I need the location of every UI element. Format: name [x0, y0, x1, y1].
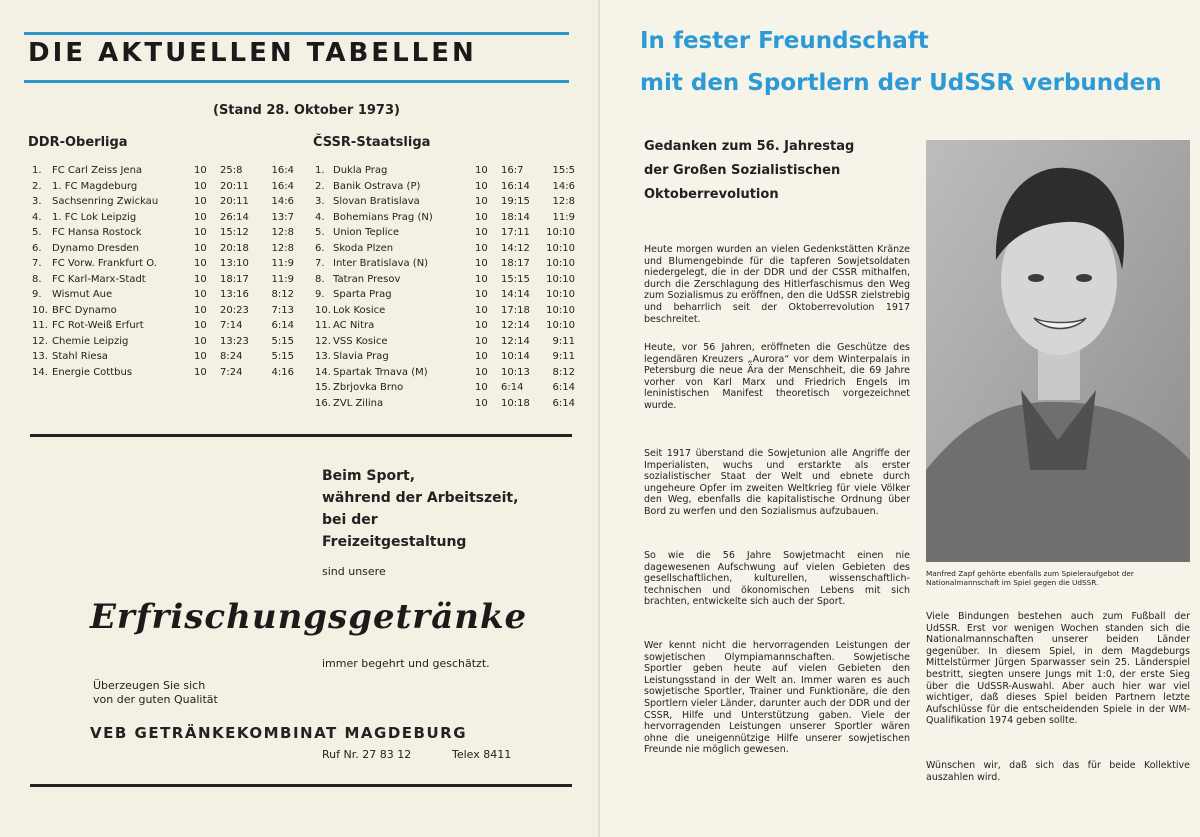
cssr-rank: 1. — [315, 165, 325, 176]
ddr-team-name: FC Vorw. Frankfurt O. — [52, 258, 157, 269]
cssr-team-name: Tatran Presov — [333, 273, 401, 285]
article-subtitle-2: der Großen Sozialistischen — [644, 163, 841, 178]
ddr-points: 6:14 — [271, 320, 294, 331]
cssr-team-name: VSS Kosice — [333, 335, 388, 347]
cssr-row — [315, 349, 575, 365]
cssr-games-played: 10 — [475, 273, 488, 285]
cssr-points: 8:12 — [552, 366, 575, 378]
cssr-games-played: 10 — [475, 211, 488, 223]
cssr-points: 9:11 — [552, 351, 575, 362]
ddr-points: 11:9 — [271, 258, 294, 269]
ddr-goal-ratio: 7:14 — [220, 320, 243, 331]
cssr-points: 14:6 — [552, 180, 575, 192]
cssr-points: 15:5 — [552, 165, 575, 176]
cssr-rank: 15. — [315, 382, 331, 393]
cssr-row — [315, 163, 575, 179]
article-subtitle-3: Oktoberrevolution — [644, 187, 779, 202]
cssr-goal-ratio: 15:15 — [501, 273, 530, 285]
cssr-goal-ratio: 16:14 — [501, 180, 530, 192]
ddr-games-played: 10 — [194, 351, 207, 362]
article-title-line-2: mit den Sportlern der UdSSR verbunden — [640, 70, 1162, 96]
ddr-rank: 9. — [32, 289, 42, 300]
cssr-team-name: Union Teplice — [333, 227, 400, 238]
cssr-team-name: Spartak Trnava (M) — [333, 366, 428, 378]
cssr-row — [315, 396, 575, 412]
article-paragraph-5: Wer kennt nicht die hervorragenden Leistungen der sowjetischen Olympiamannschaften. Sowjetische Sportler geben heute auf vielen Gebieten den Leistungsstand in der Welt an. Immer waren es auch sowjetische Sportler, Trainer und Funktionäre, die den Sportlern vieler Länder, darunter auch der DDR und der CSSR, Hilfe und Unterstützung gaben. Viele der hervorragenden Leistungen unserer Sportler wären ohne die uneigennützige Hilfe unserer sowjetischen Freunde nie möglich gewesen. — [644, 640, 910, 756]
ddr-row — [32, 179, 294, 195]
cssr-rank: 4. — [315, 211, 325, 223]
cssr-points: 10:10 — [546, 242, 575, 254]
cssr-team-name: Lok Kosice — [333, 304, 386, 316]
ddr-rank: 14. — [32, 366, 48, 378]
ddr-team-name: Energie Cottbus — [52, 366, 133, 378]
cssr-games-played: 10 — [475, 304, 488, 316]
cssr-points: 12:8 — [552, 196, 575, 207]
ddr-rank: 4. — [32, 211, 42, 223]
ddr-team-name: Dynamo Dresden — [52, 242, 139, 254]
ddr-games-played: 10 — [194, 196, 207, 207]
right-page — [600, 0, 1200, 837]
ddr-points: 4:16 — [271, 366, 294, 378]
ddr-goal-ratio: 18:17 — [220, 273, 249, 285]
ddr-row — [32, 365, 294, 381]
cssr-team-name: Skoda Plzen — [333, 242, 394, 254]
cssr-games-played: 10 — [475, 366, 488, 378]
ad-small-2: von der guten Qualität — [93, 693, 218, 706]
ad-top-border — [30, 434, 572, 437]
cssr-team-name: Inter Bratislava (N) — [333, 258, 429, 269]
ddr-points: 14:6 — [271, 196, 294, 207]
ddr-games-played: 10 — [194, 211, 207, 223]
cssr-team-name: Zbrjovka Brno — [333, 382, 404, 393]
article-subtitle-1: Gedanken zum 56. Jahrestag — [644, 139, 855, 154]
ad-line-4: Freizeitgestaltung — [322, 534, 467, 550]
cssr-points: 10:10 — [546, 273, 575, 285]
ddr-goal-ratio: 15:12 — [220, 227, 249, 238]
ddr-goal-ratio: 13:10 — [220, 258, 249, 269]
cssr-goal-ratio: 10:14 — [501, 351, 530, 362]
cssr-games-played: 10 — [475, 320, 488, 331]
cssr-team-name: Sparta Prag — [333, 289, 392, 300]
cssr-rank: 12. — [315, 335, 331, 347]
cssr-row — [315, 365, 575, 381]
ddr-team-name: BFC Dynamo — [52, 304, 117, 316]
cssr-rank: 13. — [315, 351, 331, 362]
ddr-team-name: FC Rot-Weiß Erfurt — [52, 320, 144, 331]
cssr-games-played: 10 — [475, 258, 488, 269]
cssr-standings-table — [315, 163, 575, 411]
cssr-row — [315, 179, 575, 195]
title-rule-top — [24, 32, 569, 35]
ddr-row — [32, 194, 294, 210]
ddr-goal-ratio: 7:24 — [220, 366, 243, 378]
ddr-games-played: 10 — [194, 180, 207, 192]
ddr-games-played: 10 — [194, 366, 207, 378]
cssr-row — [315, 318, 575, 334]
cssr-rank: 3. — [315, 196, 325, 207]
ddr-rank: 1. — [32, 165, 42, 176]
ddr-goal-ratio: 20:18 — [220, 242, 249, 254]
player-portrait-illustration — [926, 140, 1190, 562]
cssr-goal-ratio: 10:18 — [501, 397, 530, 409]
cssr-goal-ratio: 17:11 — [501, 227, 530, 238]
ddr-rank: 5. — [32, 227, 42, 238]
cssr-goal-ratio: 18:14 — [501, 211, 530, 223]
ddr-rank: 7. — [32, 258, 42, 269]
ddr-team-name: FC Hansa Rostock — [52, 227, 142, 238]
ddr-goal-ratio: 13:23 — [220, 335, 249, 347]
ddr-standings-table — [32, 163, 294, 380]
ad-company: VEB GETRÄNKEKOMBINAT MAGDEBURG — [90, 724, 467, 742]
ddr-row — [32, 349, 294, 365]
ddr-row — [32, 287, 294, 303]
cssr-games-played: 10 — [475, 196, 488, 207]
ddr-rank: 3. — [32, 196, 42, 207]
ddr-rank: 2. — [32, 180, 42, 192]
cssr-row — [315, 256, 575, 272]
ddr-row — [32, 334, 294, 350]
cssr-row — [315, 380, 575, 396]
cssr-row — [315, 241, 575, 257]
ddr-games-played: 10 — [194, 165, 207, 176]
cssr-rank: 10. — [315, 304, 331, 316]
cssr-goal-ratio: 6:14 — [501, 382, 524, 393]
cssr-games-played: 10 — [475, 397, 488, 409]
cssr-team-name: AC Nitra — [333, 320, 375, 331]
ddr-team-name: Chemie Leipzig — [52, 335, 129, 347]
ddr-row — [32, 210, 294, 226]
article-title-line-1: In fester Freundschaft — [640, 28, 929, 54]
cssr-team-name: Dukla Prag — [333, 165, 388, 176]
cssr-games-played: 10 — [475, 227, 488, 238]
cssr-rank: 2. — [315, 180, 325, 192]
cssr-goal-ratio: 17:18 — [501, 304, 530, 316]
ad-line-2: während der Arbeitszeit, — [322, 490, 519, 506]
cssr-row — [315, 210, 575, 226]
ddr-goal-ratio: 20:11 — [220, 196, 249, 207]
ad-tagline: immer begehrt und geschätzt. — [322, 657, 490, 670]
article-paragraph-2: Heute, vor 56 Jahren, eröffneten die Geschütze des legendären Kreuzers „Aurora“ vor dem Winterpalais in Petersburg die neue Ära der Menschheit, die 69 Jahre vorher von Karl Marx und Friedrich Engels im leninistischen Manifest theoretisch vorgezeichnet wurde. — [644, 342, 910, 411]
cssr-league-title: ČSSR-Staatsliga — [313, 135, 431, 150]
cssr-points: 9:11 — [552, 335, 575, 347]
ddr-team-name: FC Carl Zeiss Jena — [52, 165, 143, 176]
cssr-games-played: 10 — [475, 382, 488, 393]
cssr-team-name: Slavia Prag — [333, 351, 389, 362]
ddr-row — [32, 163, 294, 179]
ddr-goal-ratio: 20:23 — [220, 304, 249, 316]
ddr-row — [32, 225, 294, 241]
ddr-goal-ratio: 13:16 — [220, 289, 249, 300]
cssr-goal-ratio: 19:15 — [501, 196, 530, 207]
cssr-points: 10:10 — [546, 227, 575, 238]
cssr-points: 6:14 — [552, 397, 575, 409]
cssr-goal-ratio: 14:12 — [501, 242, 530, 254]
cssr-goal-ratio: 10:13 — [501, 366, 530, 378]
cssr-goal-ratio: 12:14 — [501, 335, 530, 347]
cssr-points: 6:14 — [552, 382, 575, 393]
cssr-games-played: 10 — [475, 335, 488, 347]
standings-date: (Stand 28. Oktober 1973) — [213, 103, 400, 118]
ddr-team-name: FC Karl-Marx-Stadt — [52, 273, 146, 285]
ad-telex: Telex 8411 — [452, 748, 512, 761]
article-paragraph-1: Heute morgen wurden an vielen Gedenkstätten Kränze und Blumengebinde für die tapferen Sowjetsoldaten niedergelegt, die in der DDR und der CSSR mithalfen, durch die Zerschlagung des Hitlerfaschismus den Weg zum Sozialismus zu eröffnen, den die UdSSR zielstrebig und beharrlich seit der Oktoberrevolution 1917 beschreitet. — [644, 244, 910, 325]
ddr-rank: 12. — [32, 335, 48, 347]
cssr-goal-ratio: 12:14 — [501, 320, 530, 331]
ddr-points: 11:9 — [271, 273, 294, 285]
cssr-goal-ratio: 14:14 — [501, 289, 530, 300]
ddr-points: 12:8 — [271, 242, 294, 254]
cssr-rank: 6. — [315, 242, 325, 254]
cssr-rank: 11. — [315, 320, 331, 331]
cssr-row — [315, 225, 575, 241]
ddr-rank: 10. — [32, 304, 48, 316]
ddr-games-played: 10 — [194, 258, 207, 269]
ddr-games-played: 10 — [194, 289, 207, 300]
article-paragraph-6: Viele Bindungen bestehen auch zum Fußball der UdSSR. Erst vor wenigen Wochen standen sich die Nationalmannschaften unserer beiden Länder gegenüber. In diesem Spiel, in dem Magdeburgs Mittelstürmer Jürgen Sparwasser sein 25. Länderspiel bestritt, siegten unsere Jungs mit 1:0, der erste Sieg über die UdSSR-Auswahl. Aber auch hier war viel wichtiger, daß dieses Spiel beiden Partnern letzte Aufschlüsse für die entscheidenden Spiele in der WM-Qualifikation 1974 geben sollte. — [926, 611, 1190, 727]
page-title: DIE AKTUELLEN TABELLEN — [28, 38, 477, 68]
cssr-rank: 8. — [315, 273, 325, 285]
cssr-rank: 14. — [315, 366, 331, 378]
ddr-goal-ratio: 20:11 — [220, 180, 249, 192]
player-photo — [926, 140, 1190, 562]
ad-line-3: bei der — [322, 512, 378, 528]
cssr-games-played: 10 — [475, 242, 488, 254]
cssr-points: 10:10 — [546, 258, 575, 269]
ddr-points: 12:8 — [271, 227, 294, 238]
cssr-rank: 7. — [315, 258, 325, 269]
ddr-points: 16:4 — [271, 165, 294, 176]
ddr-rank: 13. — [32, 351, 48, 362]
ddr-points: 7:13 — [271, 304, 294, 316]
article-paragraph-3: Seit 1917 überstand die Sowjetunion alle Angriffe der Imperialisten, wuchs und erstarkte als erster sozialistischer Staat der Welt und ebnete durch ungeheure Opfer im zweiten Weltkrieg für viele Völker den Weg, ebenfalls die kapitalistische Ordnung über Bord zu werfen und den Sozialismus aufzubauen. — [644, 448, 910, 517]
ddr-team-name: Sachsenring Zwickau — [52, 196, 159, 207]
ddr-points: 13:7 — [271, 211, 294, 223]
ddr-points: 5:15 — [271, 335, 294, 347]
cssr-games-played: 10 — [475, 351, 488, 362]
ad-sind: sind unsere — [322, 565, 386, 578]
cssr-points: 10:10 — [546, 320, 575, 331]
ad-small-1: Überzeugen Sie sich — [93, 679, 206, 692]
ddr-rank: 8. — [32, 273, 42, 285]
cssr-team-name: Bohemians Prag (N) — [333, 211, 433, 223]
cssr-team-name: ZVL Zilina — [333, 397, 384, 409]
cssr-rank: 16. — [315, 397, 331, 409]
cssr-goal-ratio: 18:17 — [501, 258, 530, 269]
photo-caption: Manfred Zapf gehörte ebenfalls zum Spieleraufgebot der Nationalmannschaft im Spiel gegen die UdSSR. — [926, 569, 1134, 587]
ddr-goal-ratio: 8:24 — [220, 351, 243, 362]
ddr-rank: 6. — [32, 242, 42, 254]
cssr-team-name: Slovan Bratislava — [333, 196, 420, 207]
cssr-rank: 5. — [315, 227, 325, 238]
cssr-points: 10:10 — [546, 289, 575, 300]
ddr-games-played: 10 — [194, 335, 207, 347]
ddr-points: 5:15 — [271, 351, 294, 362]
ddr-goal-ratio: 26:14 — [220, 211, 249, 223]
ddr-games-played: 10 — [194, 242, 207, 254]
ddr-team-name: Wismut Aue — [52, 289, 113, 300]
ddr-games-played: 10 — [194, 304, 207, 316]
cssr-rank: 9. — [315, 289, 325, 300]
ddr-points: 16:4 — [271, 180, 294, 192]
ddr-team-name: 1. FC Magdeburg — [52, 180, 138, 192]
cssr-row — [315, 272, 575, 288]
ddr-row — [32, 272, 294, 288]
cssr-row — [315, 287, 575, 303]
ddr-goal-ratio: 25:8 — [220, 165, 243, 176]
title-rule-bottom — [24, 80, 569, 83]
cssr-games-played: 10 — [475, 289, 488, 300]
ddr-league-title: DDR-Oberliga — [28, 135, 128, 150]
ad-bottom-border — [30, 784, 572, 787]
ddr-points: 8:12 — [271, 289, 294, 300]
cssr-points: 10:10 — [546, 304, 575, 316]
ddr-games-played: 10 — [194, 273, 207, 285]
ad-brand-wordmark: Erfrischungsgetränke — [90, 597, 528, 637]
ddr-row — [32, 318, 294, 334]
cssr-row — [315, 334, 575, 350]
ad-line-1: Beim Sport, — [322, 468, 416, 484]
cssr-goal-ratio: 16:7 — [501, 165, 524, 176]
ddr-row — [32, 241, 294, 257]
ddr-row — [32, 256, 294, 272]
ddr-row — [32, 303, 294, 319]
ddr-games-played: 10 — [194, 320, 207, 331]
cssr-games-played: 10 — [475, 180, 488, 192]
article-paragraph-4: So wie die 56 Jahre Sowjetmacht einen nie dagewesenen Aufschwung auf vielen Gebieten des gesellschaftlichen, kulturellen, wissenschaftlich-technischen und ökonomischen Lebens mit sich brachten, entwickelte sich auch der Sport. — [644, 550, 910, 608]
cssr-points: 11:9 — [552, 211, 575, 223]
cssr-row — [315, 194, 575, 210]
ddr-team-name: 1. FC Lok Leipzig — [52, 211, 137, 223]
ddr-team-name: Stahl Riesa — [52, 351, 108, 362]
ddr-rank: 11. — [32, 320, 48, 331]
article-paragraph-7: Wünschen wir, daß sich das für beide Kollektive auszahlen wird. — [926, 760, 1190, 783]
ad-phone: Ruf Nr. 27 83 12 — [322, 748, 412, 761]
cssr-team-name: Banik Ostrava (P) — [333, 180, 421, 192]
cssr-row — [315, 303, 575, 319]
cssr-games-played: 10 — [475, 165, 488, 176]
ddr-games-played: 10 — [194, 227, 207, 238]
